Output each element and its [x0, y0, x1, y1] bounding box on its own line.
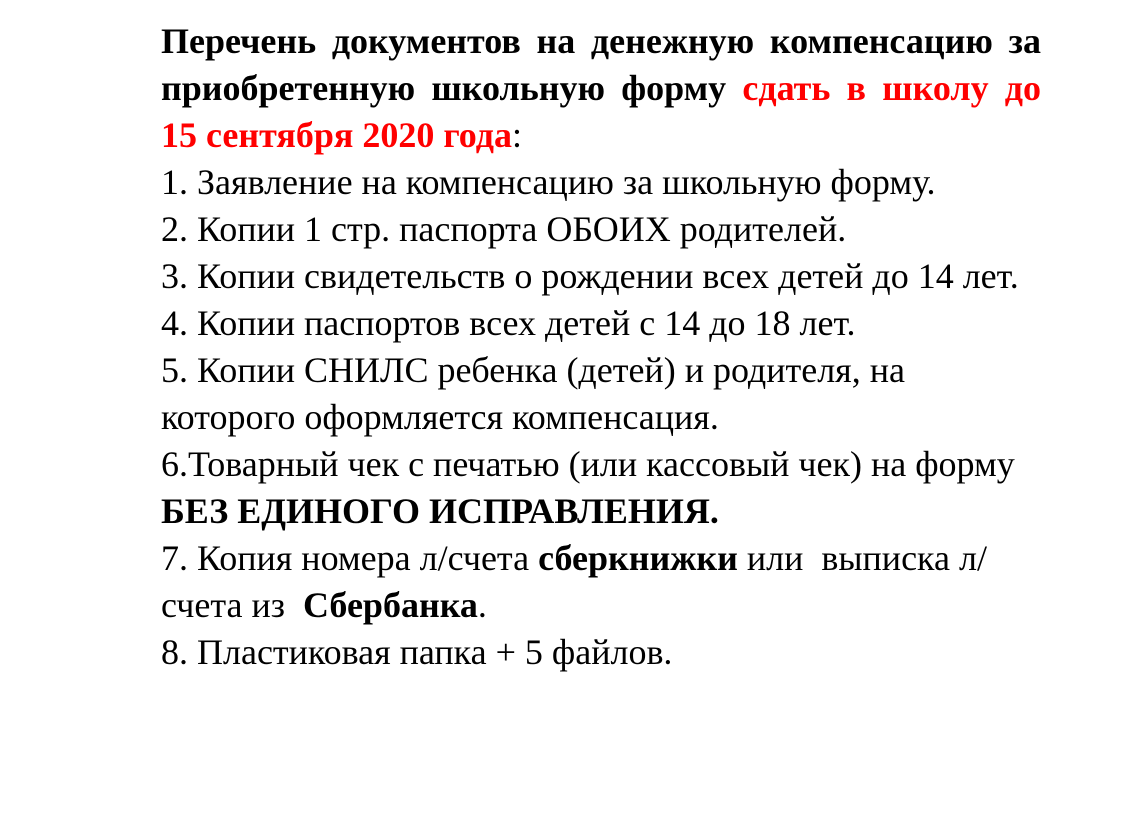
list-item-2 — [161, 206, 1041, 253]
document-page — [161, 18, 1041, 676]
list-item-3 — [161, 253, 1041, 300]
list-item-6 — [161, 441, 1041, 535]
list-item-text: 8. Пластиковая папка + 5 файлов. — [161, 632, 673, 672]
list-item-4 — [161, 300, 1041, 347]
list-item-text: 1. Заявление на компенсацию за школьную форму. — [161, 162, 936, 202]
list-item-5 — [161, 347, 1041, 441]
list-item-text: 6.Товарный чек с печатью (или кассовый чек) на форму — [161, 444, 1015, 484]
list-item-period: . — [477, 585, 487, 625]
emphasis-sberbank: Сбербанка — [302, 585, 478, 625]
emphasis-savings-book: сберкнижки — [538, 538, 738, 578]
list-item-text: 4. Копии паспортов всех детей с 14 до 18 лет. — [161, 303, 856, 343]
list-item-7 — [161, 535, 1041, 629]
document-heading — [161, 18, 1041, 159]
list-item-text: 2. Копии 1 стр. паспорта ОБОИХ родителей. — [161, 209, 847, 249]
deadline-highlight: сдать в школу до 15 сентября 2020 года — [161, 68, 1042, 155]
list-item-text-cont: или выписка л/счета из — [161, 538, 987, 625]
list-item-text: 3. Копии свидетельств о рождении всех детей до 14 лет. — [161, 256, 1019, 296]
emphasis-no-corrections: БЕЗ ЕДИНОГО ИСПРАВЛЕНИЯ. — [161, 491, 719, 531]
list-item-8 — [161, 629, 1041, 676]
heading-lead: Перечень документов на денежную компенсацию за приобретенную школьную форму — [161, 21, 1041, 108]
list-item-text: 7. Копия номера л/счета — [161, 538, 539, 578]
heading-colon: : — [511, 115, 522, 155]
list-item-1 — [161, 159, 1041, 206]
list-item-text: 5. Копии СНИЛС ребенка (детей) и родителя, на которого оформляется компенсация. — [161, 350, 905, 437]
